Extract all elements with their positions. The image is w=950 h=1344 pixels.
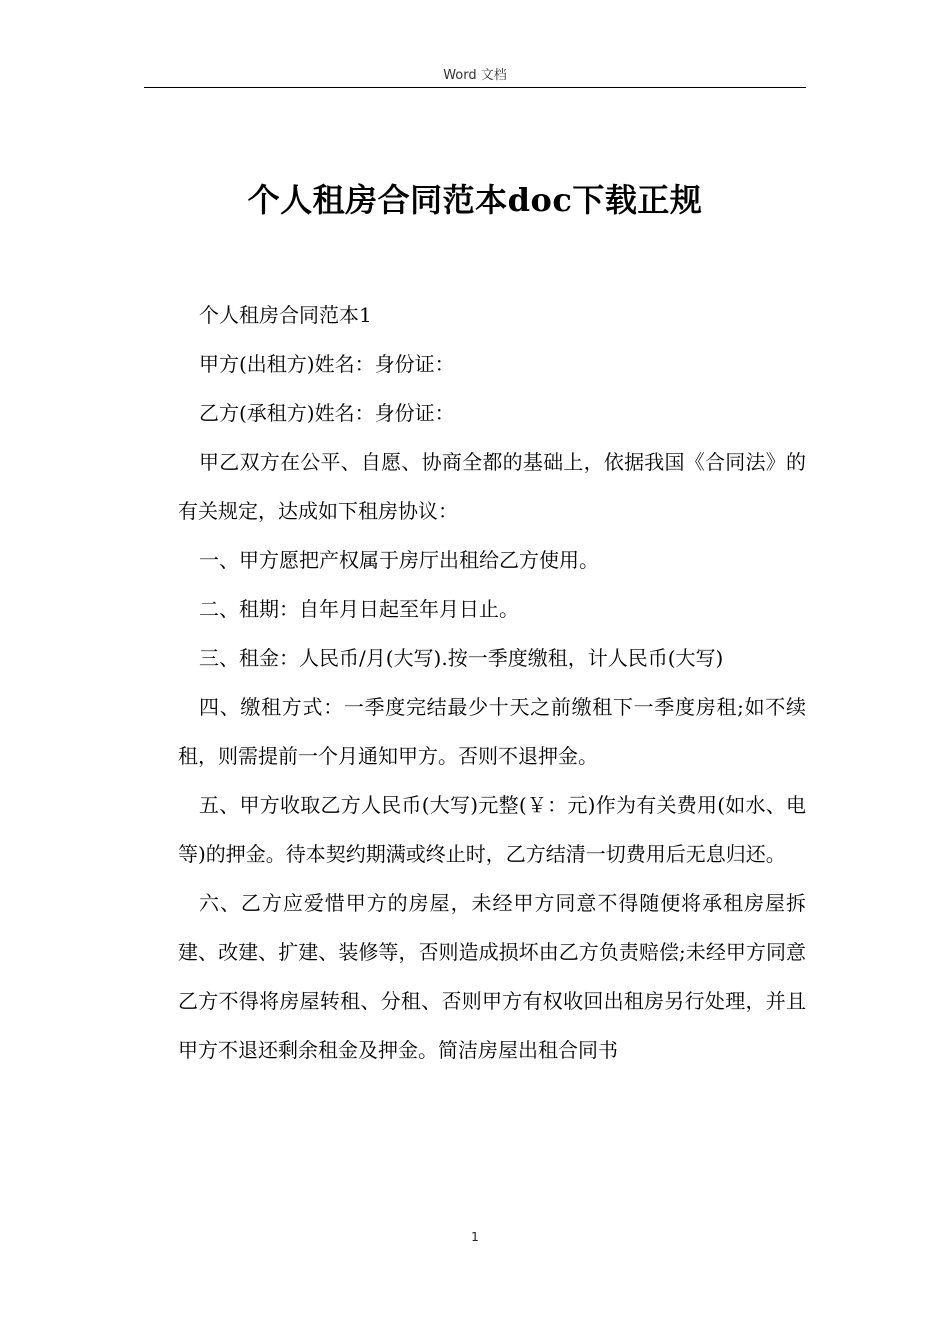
document-title: 个人租房合同范本doc下载正规 bbox=[247, 181, 703, 220]
paragraph-clause-4: 四、缴租方式：一季度完结最少十天之前缴租下一季度房租;如不续租，则需提前一个月通知甲方。否则不退押金。 bbox=[178, 695, 806, 768]
header-divider bbox=[144, 87, 806, 88]
paragraph-contract-heading: 个人租房合同范本1 bbox=[199, 303, 372, 327]
paragraph-party-b: 乙方(承租方)姓名：身份证： bbox=[199, 401, 455, 425]
page-header: Word 文档 bbox=[443, 68, 507, 83]
paragraph-clause-5: 五、甲方收取乙方人民币(大写)元整(￥：元)作为有关费用(如水、电等)的押金。待本契约期满或终止时，乙方结清一切费用后无息归还。 bbox=[178, 793, 806, 866]
paragraph-clause-3: 三、租金：人民币/月(大写).按一季度缴租，计人民币(大写) bbox=[199, 646, 724, 670]
document-body bbox=[178, 291, 806, 1075]
page-number: 1 bbox=[471, 1230, 479, 1244]
paragraph-clause-6: 六、乙方应爱惜甲方的房屋，未经甲方同意不得随便将承租房屋拆建、改建、扩建、装修等，否则造成损坏由乙方负责赔偿;未经甲方同意乙方不得将房屋转租、分租、否则甲方有权收回出租房另行处理，并且甲方不退还剩余租金及押金。简洁房屋出租合同书 bbox=[178, 891, 806, 1062]
paragraph-clause-1: 一、甲方愿把产权属于房厅出租给乙方使用。 bbox=[199, 548, 599, 572]
paragraph-clause-2: 二、租期：自年月日起至年月日止。 bbox=[199, 597, 519, 621]
paragraph-party-a: 甲方(出租方)姓名：身份证： bbox=[199, 352, 455, 376]
paragraph-preamble: 甲乙双方在公平、自愿、协商全都的基础上，依据我国《合同法》的有关规定，达成如下租房协议： bbox=[178, 450, 806, 523]
